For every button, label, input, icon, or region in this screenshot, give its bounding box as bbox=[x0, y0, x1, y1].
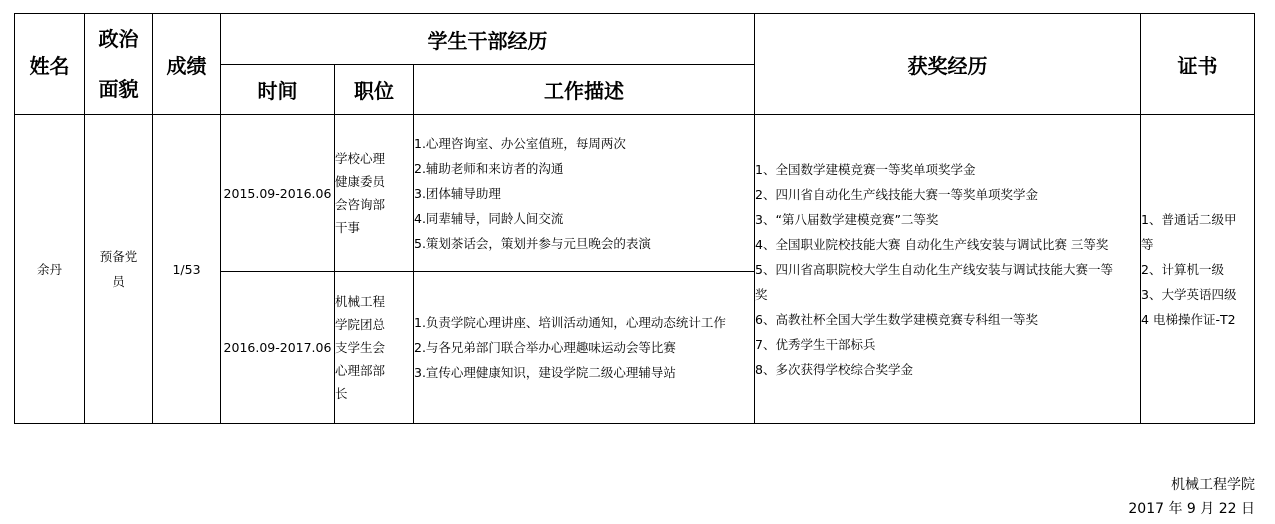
position-line: 学院团总 bbox=[335, 317, 386, 332]
certificate-item: 3、大学英语四级 bbox=[1141, 286, 1237, 302]
position-line: 心理部部 bbox=[335, 363, 386, 378]
description-line: 3.团体辅导助理 bbox=[414, 185, 501, 201]
header-awards: 获奖经历 bbox=[755, 14, 1141, 115]
experience-position bbox=[335, 115, 414, 272]
description-line: 3.宣传心理健康知识，建设学院二级心理辅导站 bbox=[414, 365, 676, 380]
certificate-item: 4 电梯操作证-T2 bbox=[1141, 311, 1236, 327]
description-line: 1.心理咨询室、办公室值班，每周两次 bbox=[414, 135, 626, 151]
description-line: 2.与各兄弟部门联合举办心理趣味运动会等比赛 bbox=[414, 340, 676, 355]
footer-school: 机械工程学院 bbox=[1171, 477, 1255, 493]
description-line: 2.辅助老师和来访者的沟通 bbox=[414, 160, 564, 176]
certificate-item: 等 bbox=[1141, 236, 1154, 252]
certificate-item: 2、计算机一级 bbox=[1141, 261, 1224, 277]
awards-list bbox=[755, 115, 1141, 424]
certificates-list bbox=[1141, 115, 1255, 424]
award-item: 6、高教社杯全国大学生数学建模竞赛专科组一等奖 bbox=[755, 311, 1038, 327]
award-item: 奖 bbox=[755, 286, 768, 302]
header-political-line-1: 政治 bbox=[98, 27, 139, 51]
position-line: 干事 bbox=[335, 220, 361, 235]
student-score: 1/53 bbox=[153, 115, 221, 424]
experience-description bbox=[414, 115, 755, 272]
award-item: 7、优秀学生干部标兵 bbox=[755, 336, 876, 352]
footer-date: 2017 年 9 月 22 日 bbox=[1128, 501, 1255, 517]
award-item: 5、四川省高职院校大学生自动化生产线安装与调试技能大赛一等 bbox=[755, 261, 1113, 277]
description-line: 4.同辈辅导，同龄人间交流 bbox=[414, 210, 564, 226]
award-item: 8、多次获得学校综合奖学金 bbox=[755, 361, 913, 377]
certificate-item: 1、普通话二级甲 bbox=[1141, 211, 1237, 227]
award-item: 3、“第八届数学建模竞赛”二等奖 bbox=[755, 211, 939, 227]
student-name: 余丹 bbox=[15, 115, 85, 424]
experience-time: 2015.09-2016.06 bbox=[221, 115, 335, 272]
position-line: 会咨询部 bbox=[335, 197, 386, 212]
description-line: 5.策划茶话会，策划并参与元旦晚会的表演 bbox=[414, 235, 651, 251]
header-certificates: 证书 bbox=[1141, 14, 1255, 115]
student-political-status bbox=[85, 115, 153, 424]
header-position: 职位 bbox=[335, 65, 414, 115]
table-row bbox=[15, 115, 1255, 272]
header-political-line-2: 面貌 bbox=[98, 77, 139, 101]
experience-time: 2016.09-2017.06 bbox=[221, 272, 335, 424]
header-time: 时间 bbox=[221, 65, 335, 115]
header-work-description: 工作描述 bbox=[414, 65, 755, 115]
award-item: 4、全国职业院校技能大赛 自动化生产线安装与调试比赛 三等奖 bbox=[755, 236, 1109, 252]
political-status-line-2: 员 bbox=[112, 274, 125, 289]
award-item: 2、四川省自动化生产线技能大赛一等奖单项奖学金 bbox=[755, 186, 1038, 202]
header-name: 姓名 bbox=[15, 14, 85, 115]
header-political-status bbox=[85, 14, 153, 115]
position-line: 支学生会 bbox=[335, 340, 386, 355]
header-score: 成绩 bbox=[153, 14, 221, 115]
award-item: 1、全国数学建模竞赛一等奖单项奖学金 bbox=[755, 161, 976, 177]
student-record-table bbox=[14, 13, 1255, 424]
header-cadre-experience: 学生干部经历 bbox=[221, 14, 755, 65]
position-line: 健康委员 bbox=[335, 174, 386, 189]
description-line: 1.负责学院心理讲座、培训活动通知，心理动态统计工作 bbox=[414, 315, 726, 330]
position-line: 机械工程 bbox=[335, 294, 386, 309]
position-line: 长 bbox=[335, 386, 348, 401]
experience-description bbox=[414, 272, 755, 424]
position-line: 学校心理 bbox=[335, 151, 386, 166]
political-status-line-1: 预备党 bbox=[99, 249, 138, 264]
experience-position bbox=[335, 272, 414, 424]
